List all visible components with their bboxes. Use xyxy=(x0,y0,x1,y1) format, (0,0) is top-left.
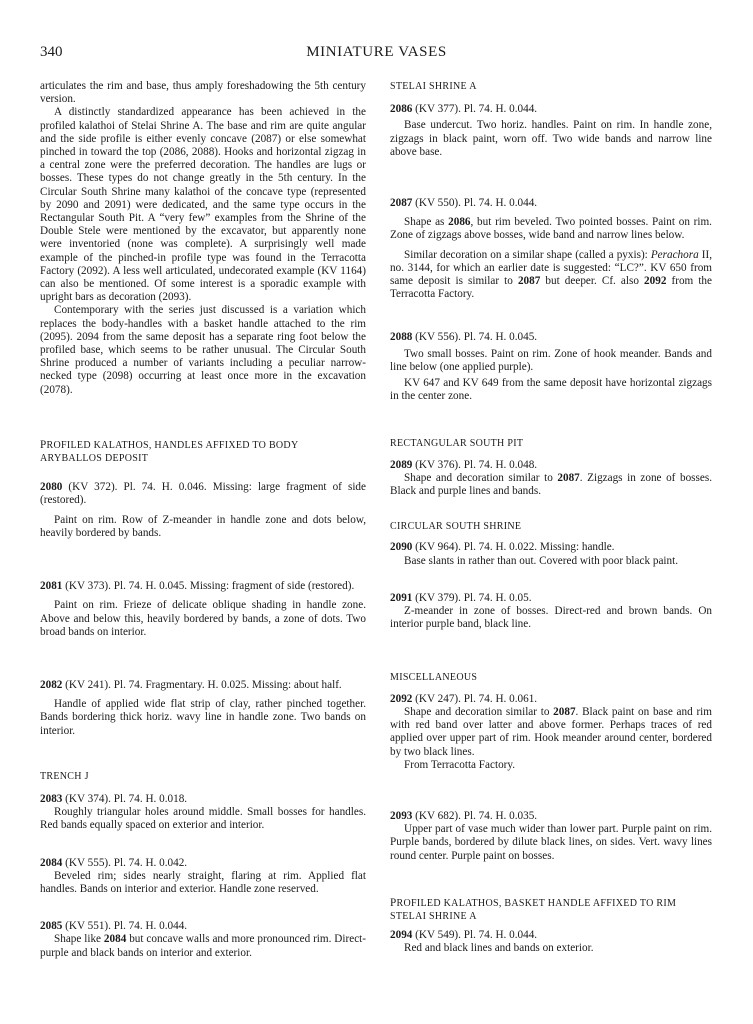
catalog-entry-2081-body: Paint on rim. Frieze of delicate oblique shading in handle zone. Above and below this, heavily bordered by bands, a zone of dots. Two broad bands on interior. xyxy=(40,599,366,638)
catalog-entry-2085-head: 2085 (KV 551). Pl. 74. H. 0.044. xyxy=(40,920,188,933)
catalog-entry-2094-body: Red and black lines and bands on exterior. xyxy=(404,942,594,955)
catalog-entry-2086-body: Base undercut. Two horiz. handles. Paint on rim. In handle zone, zigzags in black paint, worn off. Two wide bands and narrow line above base. xyxy=(390,119,712,158)
right-column xyxy=(390,80,712,956)
catalog-entry-2088-head: 2088 (KV 556). Pl. 74. H. 0.045. xyxy=(390,331,538,344)
catalog-entry-2083-head: 2083 (KV 374). Pl. 74. H. 0.018. xyxy=(40,792,188,805)
subsection-aryballos-deposit: ARYBALLOS DEPOSIT xyxy=(40,453,149,465)
catalog-entry-2093-head: 2093 (KV 682). Pl. 74. H. 0.035. xyxy=(390,809,538,822)
left-column xyxy=(40,80,366,960)
subsection-trench-j: TRENCH J xyxy=(40,770,89,782)
catalog-entry-2091-head: 2091 (KV 379). Pl. 74. H. 0.05. xyxy=(390,591,532,604)
catalog-entry-2082-body: Handle of applied wide flat strip of clay, rather pinched together. Bands bordering thick horiz. wavy line in handle zone. Two bands on interior. xyxy=(40,698,366,737)
catalog-entry-2082-head: 2082 (KV 241). Pl. 74. Fragmentary. H. 0.025. Missing: about half. xyxy=(40,678,342,691)
section-heading-basket-handle: PROFILED KALATHOS, BASKET HANDLE AFFIXED TO RIM xyxy=(390,896,677,909)
catalog-entry-2092-body: Shape and decoration similar to 2087. Black paint on base and rim with red band over latter and above former. Perhaps traces of red applied over upper part of rim. Hook meander around center, bordered by two black lines. xyxy=(390,705,712,758)
subsection-rectangular-south-pit: RECTANGULAR SOUTH PIT xyxy=(390,438,524,450)
subsection-stelai-shrine-a-2: STELAI SHRINE A xyxy=(390,910,477,922)
catalog-entry-2084-body: Beveled rim; sides nearly straight, flaring at rim. Applied flat handles. Bands on interior and exterior. Handle zone reserved. xyxy=(40,869,366,895)
running-head: MINIATURE VASES xyxy=(306,44,447,60)
catalog-entry-2087-note: Similar decoration on a similar shape (called a pyxis): Perachora II, no. 3144, for which an earlier date is suggested: “LC?”. KV 650 from same deposit is similar to 2087 but deeper. Cf. also 2092 from the Terracotta Factory. xyxy=(390,248,713,301)
catalog-entry-2091-body: Z-meander in zone of bosses. Direct-red and brown bands. On interior purple band, black line. xyxy=(390,605,712,631)
catalog-entry-2083-body: Roughly triangular holes around middle. Small bosses for handles. Red bands equally spaced on exterior and interior. xyxy=(40,806,366,832)
catalog-entry-2084-head: 2084 (KV 555). Pl. 74. H. 0.042. xyxy=(40,856,188,869)
catalog-entry-2092-head: 2092 (KV 247). Pl. 74. H. 0.061. xyxy=(390,692,538,705)
page-number: 340 xyxy=(40,44,63,60)
intro-paragraph-3: Contemporary with the series just discussed is a variation which replaces the body-handles with a basket handle attached to the rim (2095). 2094 from the same deposit has a separate ring foot below the profiled base, which seems to be rather unusual. The Circular South Shrine produced a number of variants including a peculiar narrow-necked type (2098) occurring at least once more in the excavation (2078). xyxy=(40,304,366,396)
catalog-entry-2090-body: Base slants in rather than out. Covered with poor black paint. xyxy=(404,554,679,567)
catalog-entry-2090-head: 2090 (KV 964). Pl. 74. H. 0.022. Missing: handle. xyxy=(390,541,615,554)
catalog-entry-2087-head: 2087 (KV 550). Pl. 74. H. 0.044. xyxy=(390,197,538,210)
catalog-entry-2089-head: 2089 (KV 376). Pl. 74. H. 0.048. xyxy=(390,458,538,471)
catalog-entry-2086-head: 2086 (KV 377). Pl. 74. H. 0.044. xyxy=(390,103,538,116)
catalog-entry-2087-body: Shape as 2086, but rim beveled. Two pointed bosses. Paint on rim. Zone of zigzags above bosses, wide band and narrow lines below. xyxy=(390,216,712,242)
catalog-entry-2081-head: 2081 (KV 373). Pl. 74. H. 0.045. Missing: fragment of side (restored). xyxy=(40,580,355,593)
subsection-stelai-shrine-a: STELAI SHRINE A xyxy=(390,81,477,92)
catalog-entry-2092-provenance: From Terracotta Factory. xyxy=(404,758,516,771)
catalog-entry-2080-body: Paint on rim. Row of Z-meander in handle zone and dots below, heavily bordered by bands. xyxy=(40,513,366,539)
catalog-entry-2094-head: 2094 (KV 549). Pl. 74. H. 0.044. xyxy=(390,929,538,942)
catalog-entry-2088-note: KV 647 and KV 649 from the same deposit have horizontal zigzags in the center zone. xyxy=(390,377,712,403)
catalog-entry-2085-body: Shape like 2084 but concave walls and more pronounced rim. Direct-purple and black bands on interior and exterior. xyxy=(40,933,366,959)
catalog-entry-2088-body: Two small bosses. Paint on rim. Zone of hook meander. Bands and line below (one applied purple). xyxy=(390,347,712,373)
intro-paragraph-2: A distinctly standardized appearance has been achieved in the profiled kalathoi of Stelai Shrine A. The base and rim are quite angular and the side profile is either evenly concave (2087) or else somewhat pinched in toward the top (2086, 2088). Hooks and horizontal zigzag in a central zone were the preferred decoration. The handles are lugs or bosses. These types do not change greatly in the 5th century. In the Circular South Shrine many kalathoi of the concave type (represented by 2090 and 2091) were dedicated, and the same type occurs in the Rectangular South Pit. A “very few” examples from the Shrine of the Double Stele were mentioned by the excavator, but apparently none were inventoried (none was complete). A surprisingly well made example of the pinched-in profile type was found in the Terracotta Factory (2092). A less well articulated, undecorated example (KV 1164) can also be mentioned. Of some interest is a sporadic example with upright bars as decoration (2093). xyxy=(40,106,366,304)
subsection-circular-south-shrine: CIRCULAR SOUTH SHRINE xyxy=(390,521,522,533)
intro-paragraph-1: articulates the rim and base, thus amply foreshadowing the 5th century version. xyxy=(40,80,366,106)
subsection-miscellaneous: MISCELLANEOUS xyxy=(390,672,478,684)
catalog-entry-2093-body: Upper part of vase much wider than lower part. Purple paint on rim. Purple bands, bordered by dilute black lines, on sides. Vert. wavy lines round center. Purple paint on bosses. xyxy=(390,823,712,862)
section-heading-body-handles: PROFILED KALATHOS, HANDLES AFFIXED TO BODY xyxy=(40,438,299,451)
catalog-entry-2089-body: Shape and decoration similar to 2087. Zigzags in zone of bosses. Black and purple lines and bands. xyxy=(390,471,712,498)
catalog-entry-2080-head: 2080 (KV 372). Pl. 74. H. 0.046. Missing: large fragment of side (restored). xyxy=(40,481,366,507)
